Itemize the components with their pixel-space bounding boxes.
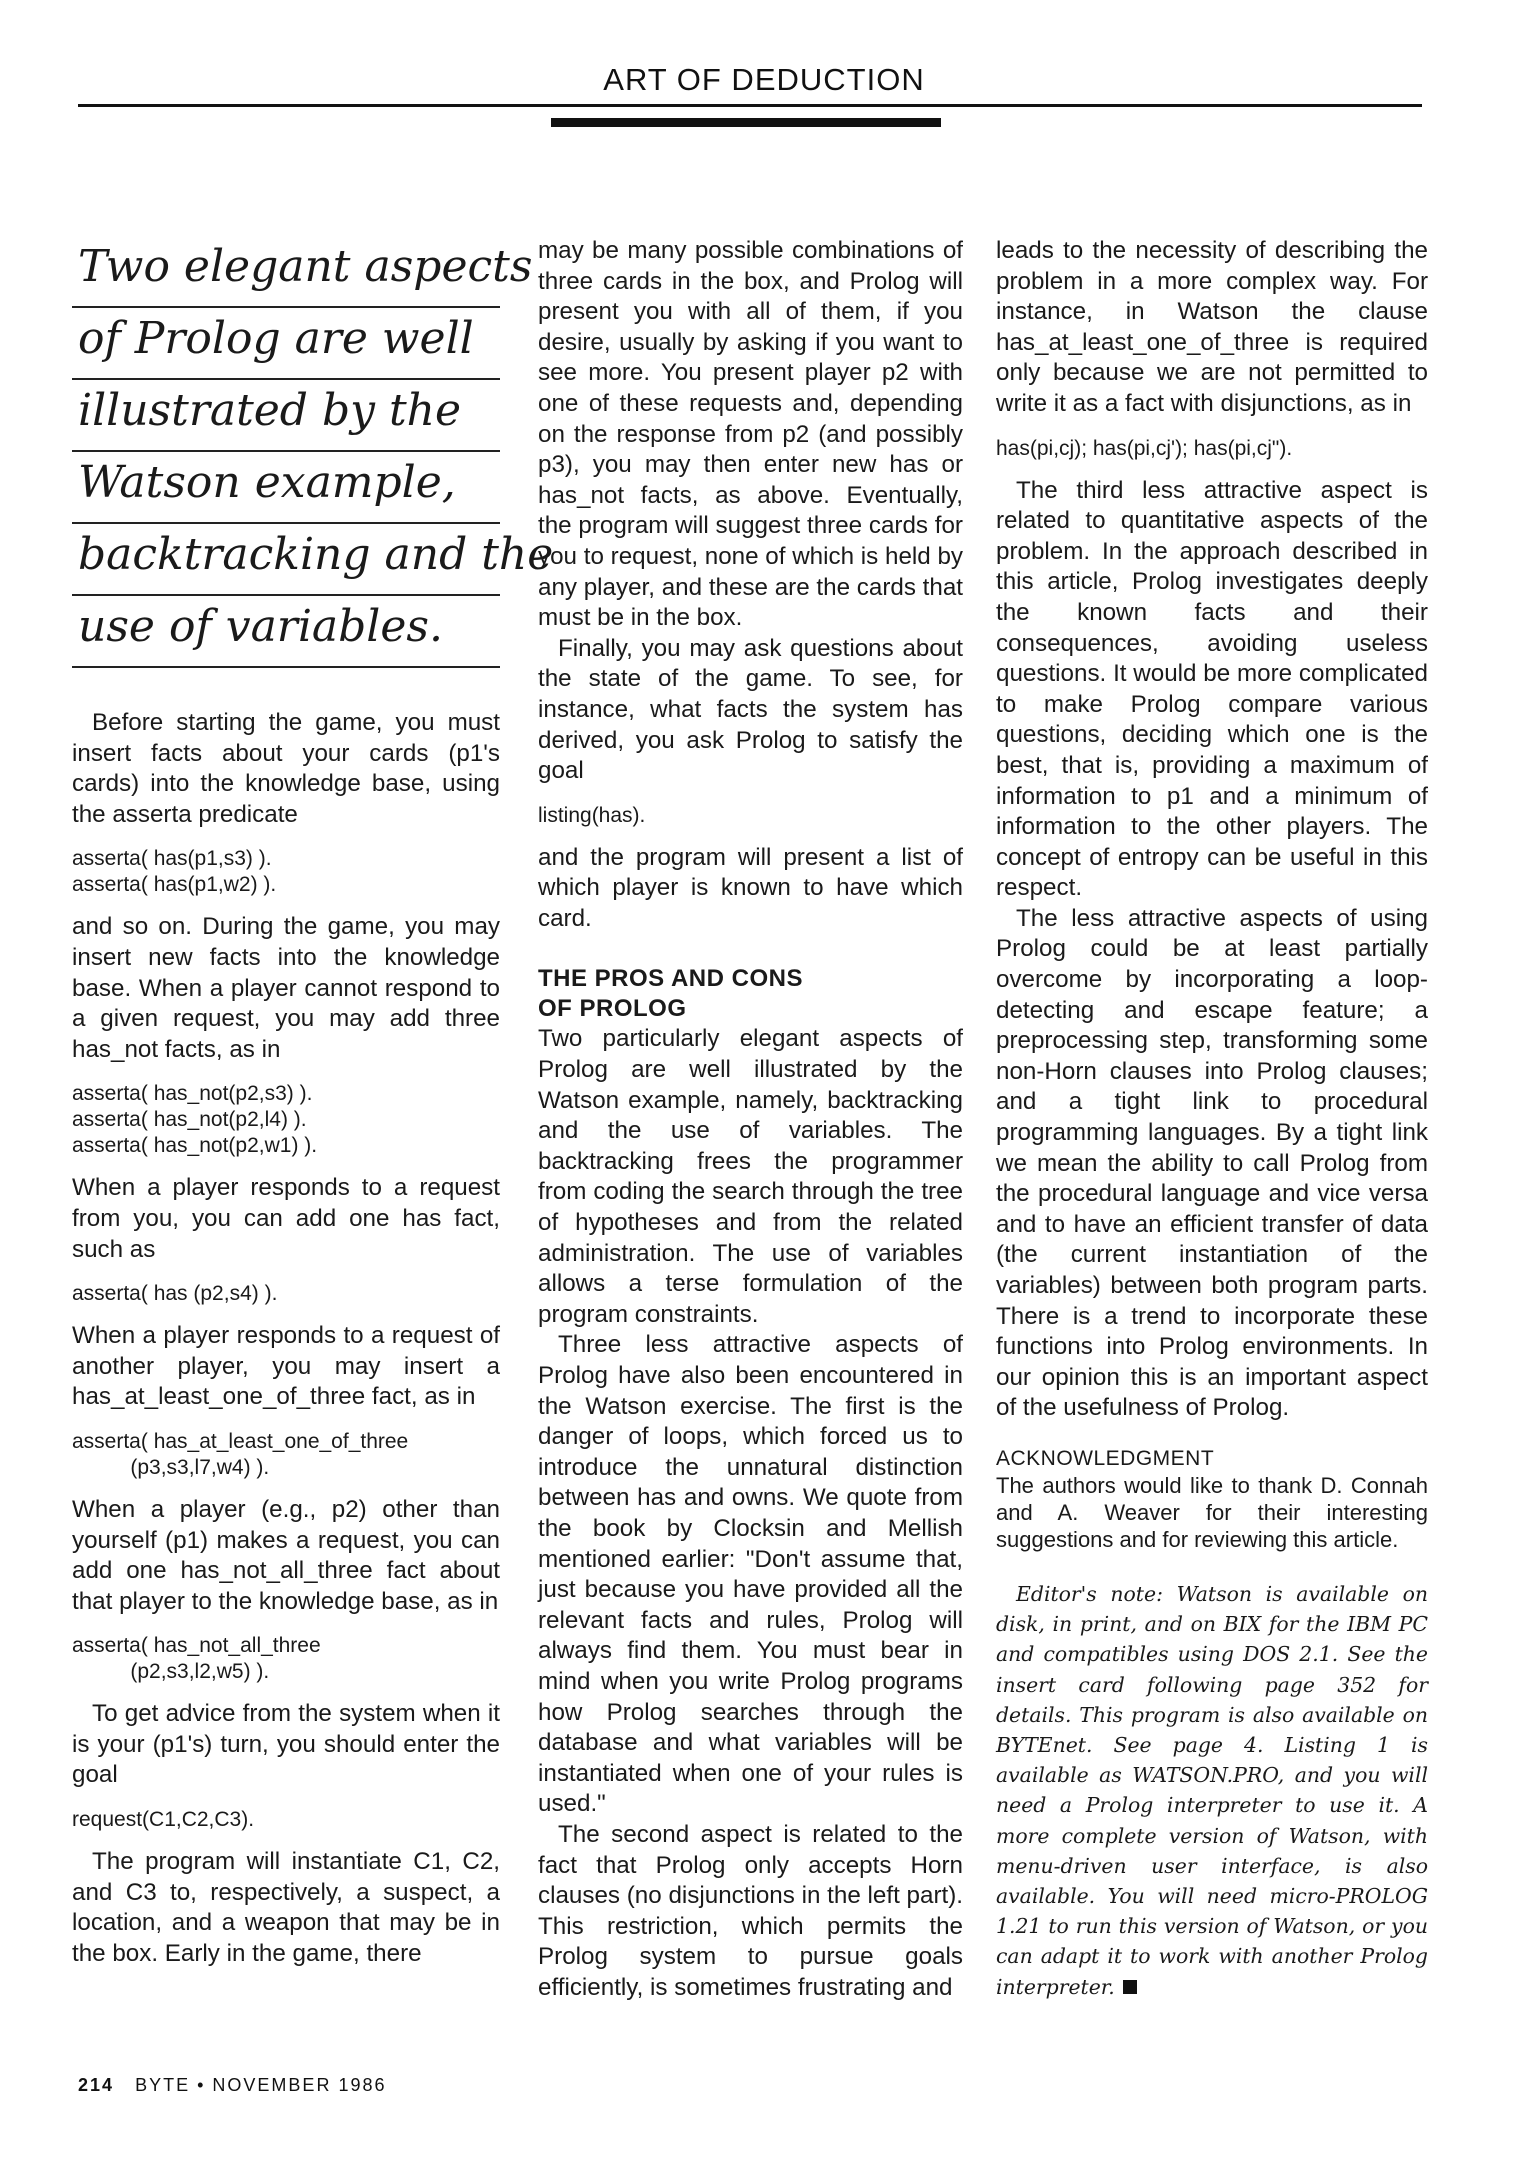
code-snippet: asserta( has_not_all_three (p2,s3,l2,w5) ). [72,1634,321,1684]
issue-date: NOVEMBER 1986 [212,2075,387,2095]
body-paragraph: Three less attractive aspects of Prolog have also been encountered in the Watson exercise. The first is the danger of loops, which forced us to introduce the unnatural distinction between has and owns. We quote from the book by Clocksin and Mellish mentioned earlier: "Don't assume that, just because you have provided all the relevant facts and rules, Prolog will always find them. You must bear in mind when you write Prolog programs how Prolog searches through the database and what variables will be instantiated when one of your rules is used." [538,1331,963,1818]
pull-quote-line: Two elegant aspects [72,236,500,308]
body-paragraph: The program will instantiate C1, C2, and C3 to, respectively, a suspect, a location, and a weapon that may be in the box. Early in the game, there [72,1848,500,1967]
magazine-name: BYTE [135,2075,191,2095]
body-paragraph: Before starting the game, you must insert facts about your cards (p1's cards) into the knowledge base, using the asserta predicate [72,709,500,828]
code-snippet: asserta( has (p2,s4) ). [72,1282,278,1306]
pull-quote-line: of Prolog are well [72,308,500,380]
pull-quote-line: Watson example, [72,452,500,524]
column-2 [538,236,963,2003]
editor-note [996,1579,1428,2002]
section-subhead [538,964,963,1024]
pull-quote-line: backtracking and the [72,524,500,596]
page-number: 214 [78,2075,115,2095]
body-paragraph: To get advice from the system when it is your (p1's) turn, you should enter the goal [72,1700,500,1789]
body-paragraph: Two particularly elegant aspects of Prolog are well illustrated by the Watson example, namely, backtracking and the use of variables. The backtracking frees the programmer from coding the search through the tree of hypotheses and from the related administration. The use of variables allows a terse formulation of the program constraints. [538,1025,963,1328]
body-paragraph: The second aspect is related to the fact that Prolog only accepts Horn clauses (no disjunctions in the left part). This restriction, which permits the Prolog system to pursue goals efficiently, is sometimes frustrating and [538,1820,963,2001]
body-paragraph: The less attractive aspects of using Prolog could be at least partially overcome by incorporating a loop-detecting and escape feature; a preprocessing step, transforming some non-Horn clauses into Prolog clauses; and a tight link to procedural programming languages. By a tight link we mean the ability to call Prolog from the procedural language and vice versa and to have an efficient transfer of data (the current instantiation of the variables) between both program parts. There is a trend to incorporate these functions into Prolog environments. In our opinion this is an important aspect of the usefulness of Prolog. [996,904,1428,1422]
body-paragraph: leads to the necessity of describing the problem in a more complex way. For instance, in Watson the clause has_at_least_one_of_three is required only because we are not permitted to write it as a fact with disjunctions, as in [996,237,1428,417]
editor-note-text: Editor's note: Watson is available on disk, in print, and on BIX for the IBM PC and compatibles using DOS 2.1. See the insert card following page 352 for details. This program is also available on BYTEnet. See page 4. Listing 1 is available as WATSON.PRO, and you will need a Prolog interpreter to use it. A more complete version of Watson, with menu-driven user interface, is also available. You will need micro-PROLOG 1.21 to run this version of Watson, or you can adapt it to work with another Prolog interpreter. [996,1581,1428,1999]
code-snippet: request(C1,C2,C3). [72,1808,255,1832]
column-1 [72,236,554,1969]
body-paragraph: and so on. During the game, you may insert new facts into the knowledge base. When a player cannot respond to a given request, you may add three has_not facts, as in [72,913,500,1063]
body-paragraph: When a player responds to a request from you, you can add one has fact, such as [72,1174,500,1263]
body-paragraph: and the program will present a list of which player is known to have which card. [538,843,963,932]
header-rule [78,104,1422,107]
body-paragraph: may be many possible combinations of three cards in the box, and Prolog will present you with all of them, if you desire, usually by asking if you want to see more. You present player p2 with one of these requests and, depending on the response from p2 (and possibly p3), you may then enter new has or has_not facts, as above. Eventually, the program will suggest three cards for you to request, none of which is held by any player, and these are the cards that must be in the box. [538,237,963,632]
code-snippet: asserta( has(p1,s3) ). asserta( has(p1,w2) ). [72,847,277,897]
subhead-line: THE PROS AND CONS [538,965,803,993]
code-snippet: listing(has). [538,803,646,827]
code-snippet: asserta( has_not(p2,s3) ). asserta( has_not(p2,l4) ). asserta( has_not(p2,w1) ). [72,1082,318,1158]
subhead-line: OF PROLOG [538,995,687,1023]
code-snippet: asserta( has_at_least_one_of_three (p3,s3,l7,w4) ). [72,1429,409,1479]
body-paragraph: The third less attractive aspect is related to quantitative aspects of the problem. In the approach described in this article, Prolog investigates deeply the known facts and their consequences, avoiding useless questions. It would be more complicated to make Prolog compare various questions, deciding which one is the best, that is, providing a maximum of information to p1 and a minimum of information to the other players. The concept of entropy can be useful in this respect. [996,476,1428,902]
footer-separator: • [197,2075,206,2095]
code-snippet: has(pi,cj); has(pi,cj'); has(pi,cj"). [996,436,1293,460]
section-title: ART OF DEDUCTION [603,62,925,97]
column-3 [996,236,1428,2002]
pull-quote-line: illustrated by the [72,380,500,452]
page-footer [78,2075,386,2096]
end-mark-icon [1123,1980,1137,1994]
body-paragraph: When a player responds to a request of another player, you may insert a has_at_least_one_of_three fact, as in [72,1322,500,1411]
body-paragraph: When a player (e.g., p2) other than yourself (p1) makes a request, you can add one has_not_all_three fact about that player to the knowledge base, as in [72,1495,500,1615]
pull-quote [72,236,554,668]
header-bar [551,118,941,127]
pull-quote-line: use of variables. [72,596,500,668]
body-paragraph: Finally, you may ask questions about the state of the game. To see, for instance, what facts the system has derived, you ask Prolog to satisfy the goal [538,634,963,785]
acknowledgment-heading: ACKNOWLEDGMENT [996,1446,1215,1470]
acknowledgment-text: The authors would like to thank D. Connah and A. Weaver for their interesting suggestions and for reviewing this article. [996,1472,1428,1552]
